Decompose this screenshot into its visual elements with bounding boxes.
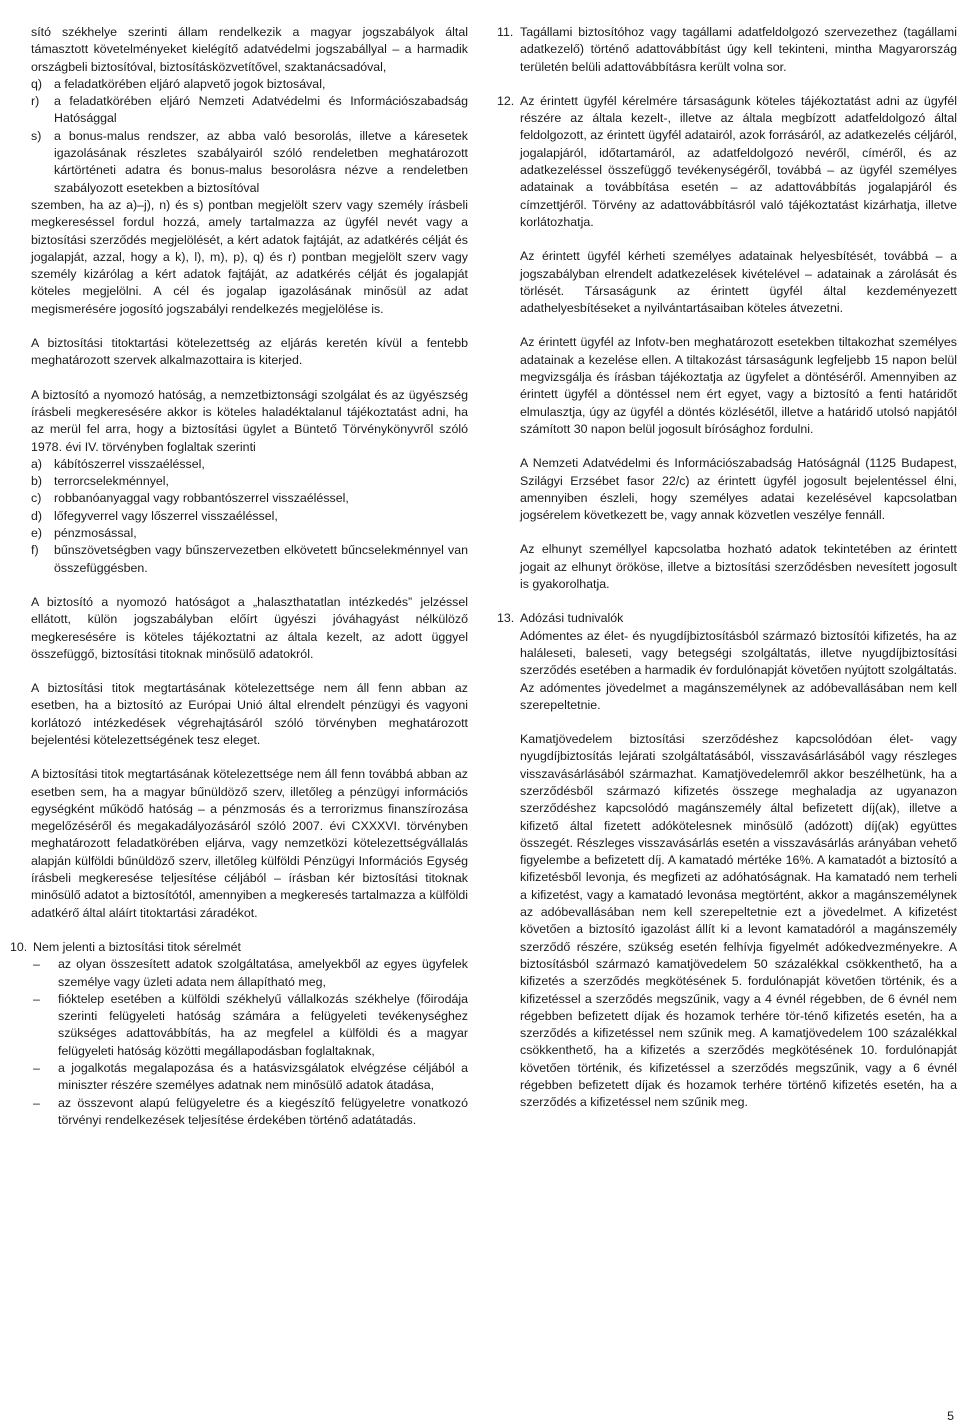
list-marker: d) [31, 508, 43, 523]
list-text: bűnszövetségben vagy bűnszervezetben elkövetett bűncselekménnyel van összefüggésben. [54, 543, 468, 575]
section-heading: Adózási tudnivalók [520, 611, 624, 626]
section-number: 12. [497, 93, 515, 108]
list-marker: r) [31, 94, 40, 109]
dash-marker: – [33, 991, 40, 1006]
section-heading: Nem jelenti a biztosítási titok sérelmét [33, 939, 241, 954]
list-item-c [31, 490, 468, 507]
dash-marker: – [33, 957, 40, 972]
list-marker: f) [31, 543, 39, 558]
list-text: terrorcselekménnyel, [54, 474, 170, 489]
list-item-f [31, 542, 468, 577]
section-12 [497, 93, 957, 610]
list-item-d [31, 508, 468, 525]
list-text: lőfegyverrel vagy lőszerrel visszaéléssel, [54, 508, 278, 523]
dash-text: a jogalkotás megalapozása és a hatásvizsgálatok elvégzése céljából a miniszter részére személyes adatnak nem minősülő adatok átadása, [58, 1061, 468, 1093]
section-text: Tagállami biztosítóhoz vagy tagállami adatfeldolgozó szervezethez (tagállami adatkezelő) történő adattovábbítást úgy kell tekinteni, mintha Magyarország területén belüli adattovábbításra került volna sor. [520, 25, 957, 74]
list-item-a [31, 456, 468, 473]
section-10 [10, 939, 468, 1129]
section-body [33, 939, 468, 1129]
section-body [520, 610, 957, 1128]
list-marker: b) [31, 474, 43, 489]
dash-text: az összevont alapú felügyeletre és a kiegészítő felügyeletre vonatkozó törvényi rendelkezések teljesítése érdekében történő adatátadás. [58, 1095, 468, 1127]
halaszthatatlan-paragraph: A biztosító a nyomozó hatóságot a „halaszthatatlan intézkedés” jelzéssel ellátott, külön jogszabályban előírt ügyészi jóváhagyást nélkülöző megkeresésére is köteles tájékoztatni az általa kezelt, az adott üggyel összefüggő, biztosítási titoknak minősülő adatokról. [31, 594, 468, 661]
left-column [10, 24, 468, 1129]
list-item-r [31, 93, 468, 128]
list-marker: q) [31, 76, 43, 91]
dash-item [33, 991, 468, 1060]
section-paragraph: Az érintett ügyfél kérelmére társaságunk köteles tájékoztatást adni az ügyfél részére az általa kezelt-, illetve az általa megbízott adatfeldolgozó által feldolgozott, az érintett ügyfél adatairól, azok forrásáról, az adatkezelés céljáról, jogalapjáról, időtartamáról, az adatfeldolgozó nevéről, címéről, és az adatkezeléssel összefüggő tevékenységéről, továbbá – az ügyfél személyes adatainak a továbbítása esetén – az adattovábbítás jogalapjáról és címzettjéről. Törvény az adattovábbításról való tájékoztatást kizárhatja, illetve korlátozhatja. [520, 93, 957, 229]
dash-item [33, 956, 468, 991]
section-11 [497, 24, 957, 76]
list-text: kábítószerrel visszaéléssel, [54, 456, 205, 471]
eu-paragraph: A biztosítási titok megtartásának kötelezettsége nem áll fenn abban az esetben, ha a biztosító az Európai Unió által elrendelt pénzügyi és vagyoni korlátozó intézkedések végrehajtásáról szóló törvényben meghatározott bejelentési kötelezettségének tesz eleget. [31, 681, 468, 747]
section-body [520, 93, 957, 610]
section-paragraph: Az érintett ügyfél az Infotv-ben meghatározott esetekben tiltakozhat személyes adatainak a kezelése ellen. A tiltakozást társaságunk legfeljebb 15 napon belül megvizsgálja és írásban tájékoztatja az ügyfelet a döntéséről. Amennyiben az érintett ügyfél a döntéssel nem ért egyet, vagy a biztosító a fenti határidőt elmulasztja, úgy az ügyfél a döntés közlésétől, illetve a határidő utolsó napjától számított 30 napon belül jogosult bírósághoz fordulni. [520, 335, 957, 436]
list-marker: a) [31, 456, 43, 471]
section-paragraph: Adómentes az élet- és nyugdíjbiztosításból származó biztosítói kifizetés, ha az haláleseti, baleseti, vagy betegségi szolgáltatás, illetve nyugdíjbiztosítási szerződés esetében a harmadik év fordulónapját követően nyújtott szolgáltatás. Az adómentes jövedelmet a magánszemélynek az adóbevallásában nem kell szerepeltetnie. [520, 628, 957, 712]
crimes-list [31, 456, 468, 577]
section-paragraph: Az elhunyt személlyel kapcsolatba hozható adatok tekintetében az érintett jogait az elhunyt örököse, illetve a biztosítási szerződésben nevesített jogosult is gyakorolhatja. [520, 542, 957, 592]
list-marker: c) [31, 491, 42, 506]
section-13 [497, 610, 957, 1128]
section-paragraph: Az érintett ügyfél kérheti személyes adatainak helyesbítését, továbbá – a jogszabályban elrendelt adatkezelések kivételével – adatainak a zárolását és törlését. Társaságunk az érintett ügyfél által kezdeményezett adathelyesbítéseket a nyilvántartásaiban köteles átvezetni. [520, 249, 957, 316]
titoktartas-paragraph: A biztosítási titoktartási kötelezettség az eljárás keretén kívül a fentebb meghatározott szervek alkalmazottaira is kiterjed. [31, 336, 468, 368]
kulfoldi-paragraph: A biztosítási titok megtartásának kötelezettsége nem áll fenn továbbá abban az esetben sem, ha a magyar bűnüldöző szerv, illetőleg a pénzügyi információs egységként működő hatóság – a pénzmosás és a terrorizmus finanszírozása megelőzéséről és megakadályozásáról szóló 2007. évi CXXXVI. törvényben meghatározott feladatkörében eljárva, vagy nemzetközi kötelezettségvállalás alapján külföldi bűnüldöző szerv, illetőleg külföldi Pénzügyi Információs Egység írásbeli megkeresése teljesítése céljából – írásban kér biztosítási titoknak minősülő adatot a biztosítótól, amennyiben a megkeresés tartalmazza a külföldi adatkérő által aláírt titoktartási záradékot. [31, 767, 468, 920]
s-continuation-paragraph: szemben, ha az a)–j), n) és s) pontban megjelölt szerv vagy személy írásbeli megkereséssel fordul hozzá, amely tartalmazza az ügyfél nevét vagy a biztosítási szerződés megjelölését, a kért adatok fajtáját, az adatkérés célját és jogalapját, azzal, hogy a k), l), m), p), q) és r) pontban megjelölt szerv vagy személy kizárólag a kért adatok fajtáját, az adatkérés célját és jogalapját köteles megjelölni. A cél és jogalap igazolásának minősül az adat megismerésére jogosító jogszabályi rendelkezés megjelölése is. [31, 197, 468, 316]
dash-marker: – [33, 1095, 40, 1110]
dash-item [33, 1095, 468, 1130]
list-text: a feladatkörében eljáró Nemzeti Adatvédelmi és Információszabadság Hatósággal [54, 94, 468, 126]
list-text: a bonus-malus rendszer, az abba való besorolás, illetve a káresetek igazolásának részletes szabályairól szóló rendeletben meghatározott kártörténeti adatra és bonus-malus besorolásra nézve a rendeletben szabályozott esetekben a biztosítóval [54, 128, 468, 195]
section-paragraph: Kamatjövedelem biztosítási szerződéshez kapcsolódóan élet- vagy nyugdíjbiztosítás lejárati szolgáltatásából, visszavásárlásából vagy részleges visszavásárlásából származhat. Kamatjövedelemről akkor beszélhetünk, ha a szerződésből származó kifizetés összege meghaladja az ugyanazon szerződéshez kapcsolódó magánszemély által befizetett díj(ak), illetve a kifizető által fizetett adókötelesnek minősülő (adózott) díj(ak) együttes összegét. Részleges visszavásárlás esetén a visszavásárlás arányában vehető figyelembe a befizetett díj. A kamatadó mértéke 16%. A kamatadót a biztosító a kifizetésből levonja, és megfizeti az adóhatóságnak. Ha kamatadó nem terheli a kifizetést, vagy a kamatadó levonása megtörtént, akkor a magánszemélynek az adóbevallásában nem kell szerepeltetnie ezt a jövedelmet. A kifizetést követően a biztosító igazolást állít ki a levont kamatadóról a magánszemély szerződő részére, szükség esetén felhívja figyelmét adókedvezményekre. A biztosításból származó kamatjövedelem 50 százalékkal csökkenthető, ha a kifizetés a szerződés megkötésének 5. fordulónapját követően történik, és a kifizetéssel a szerződés megszűnik, vagy a 4 évnél régebben, de 6 évnél nem régebben befizetett díjak és hozamok terhére tör-ténő kifizetés esetén, ha a szerződés a kifizetéssel nem szűnik meg. A kamatjövedelem 100 százalékkal csökkenthető, ha a kifizetés a szerződés megkötésének 10. fordulónapját követően történik, és kifizetéssel a szerződés megszűnik, vagy a 6 évnél régebben befizetett díjak és hozamok terhére történő kifizetés esetén, ha a szerződés a kifizetéssel nem szűnik meg. [520, 732, 957, 1110]
list-item-e [31, 525, 468, 542]
dash-text: az olyan összesített adatok szolgáltatása, amelyekből az egyes ügyfelek személye vagy üzleti adata nem állapítható meg, [58, 957, 468, 989]
list-qrs [31, 76, 468, 197]
list-text: robbanóanyaggal vagy robbantószerrel visszaéléssel, [54, 491, 349, 506]
right-column [497, 24, 957, 1129]
section-number: 11. [497, 25, 514, 39]
nyomozo-paragraph: A biztosító a nyomozó hatóság, a nemzetbiztonsági szolgálat és az ügyészség írásbeli megkeresésére akkor is köteles haladéktalanul tájékoztatást adni, ha az merül fel arra, hogy a biztosítási ügylet a Büntető Törvénykönyvről szóló 1978. évi IV. törvényben foglaltak szerinti [31, 387, 468, 454]
dash-item [33, 1060, 468, 1095]
list-marker: s) [31, 128, 42, 143]
list-text: a feladatkörében eljáró alapvető jogok biztosával, [54, 76, 326, 91]
section-number: 13. [497, 611, 515, 626]
dash-text: fióktelep esetében a külföldi székhelyű vállalkozás székhelye (főirodája szerinti felügyeleti hatóság számára a felügyeleti tevékenységhez szükséges adattovábbítás, ha az megfelel a külföldi és a magyar felügyeleti hatóság közötti megállapodásban foglaltaknak, [58, 991, 468, 1058]
list-item-b [31, 473, 468, 490]
section-number: 10. [10, 939, 28, 954]
list-marker: e) [31, 526, 43, 541]
page-number: 5 [947, 1409, 954, 1423]
list-text: pénzmosással, [54, 526, 137, 541]
list-item-s [31, 128, 468, 197]
section-paragraph: A Nemzeti Adatvédelmi és Információszabadság Hatóságnál (1125 Budapest, Szilágyi Erzsébet fasor 22/c) az érintett ügyfél jogosult bejelentéssel élni, amennyiben észleli, hogy személyes adatai kezelésével kapcsolatban jogsérelem következett be, vagy annak közvetlen veszélye fennáll. [520, 456, 957, 523]
dash-marker: – [33, 1061, 40, 1076]
list-item-q [31, 76, 468, 93]
intro-paragraph: sító székhelye szerinti állam rendelkezik a magyar jogszabályok által támasztott követelményeket kielégítő adatvédelmi jogszabállyal – a harmadik országbeli biztosítóval, biztosításközvetítővel, szaktanácsadóval, [31, 25, 468, 74]
